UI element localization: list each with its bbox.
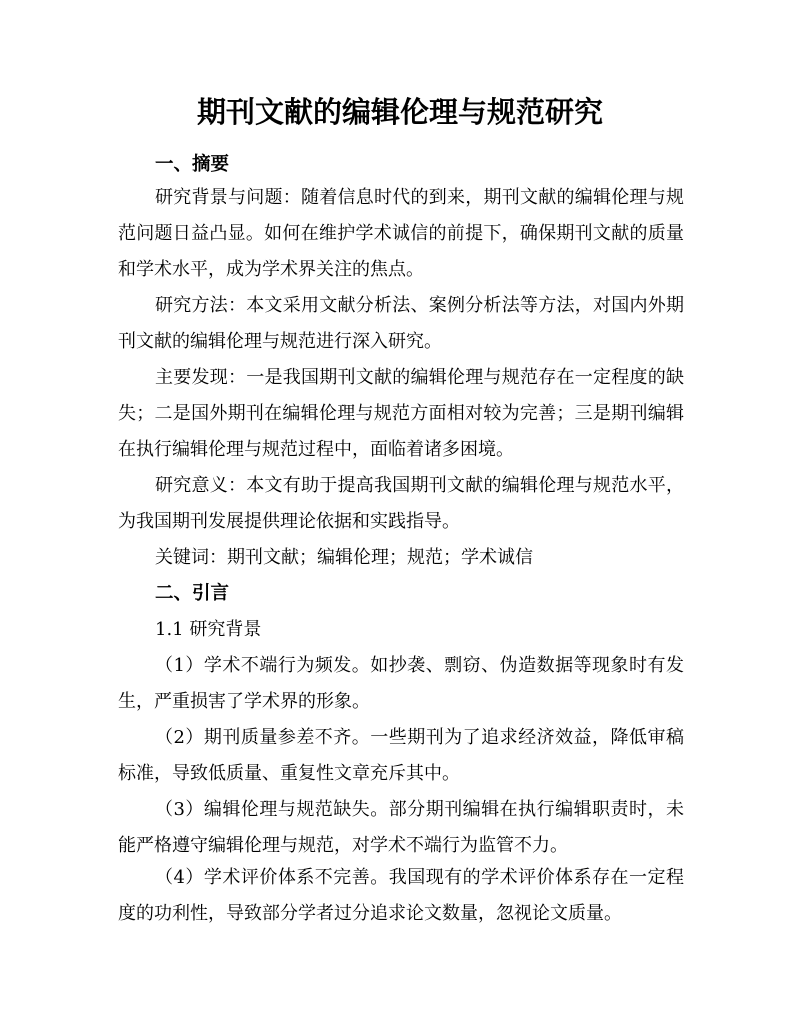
abstract-background-paragraph: 研究背景与问题：随着信息时代的到来，期刊文献的编辑伦理与规范问题日益凸显。如何在维护学术诚信的前提下，确保期刊文献的质量和学术水平，成为学术界关注的焦点。 <box>118 187 684 280</box>
abstract-method-paragraph: 研究方法：本文采用文献分析法、案例分析法等方法，对国内外期刊文献的编辑伦理与规范进行深入研究。 <box>118 295 684 352</box>
abstract-findings-paragraph: 主要发现：一是我国期刊文献的编辑伦理与规范存在一定程度的缺失；二是国外期刊在编辑伦理与规范方面相对较为完善；三是期刊编辑在执行编辑伦理与规范过程中，面临着诸多困境。 <box>118 367 684 460</box>
list-item: （2）期刊质量参差不齐。一些期刊为了追求经济效益，降低审稿标准，导致低质量、重复性文章充斥其中。 <box>118 727 684 784</box>
section-heading-abstract: 一、摘要 <box>155 154 230 175</box>
abstract-significance-paragraph: 研究意义：本文有助于提高我国期刊文献的编辑伦理与规范水平，为我国期刊发展提供理论依据和实践指导。 <box>118 475 684 532</box>
list-item: （3）编辑伦理与规范缺失。部分期刊编辑在执行编辑职责时，未能严格遵守编辑伦理与规范，对学术不端行为监管不力。 <box>118 799 684 856</box>
section-heading-introduction: 二、引言 <box>155 583 230 604</box>
keywords-line: 关键词：期刊文献；编辑伦理；规范；学术诚信 <box>155 547 533 568</box>
document-title: 期刊文献的编辑伦理与规范研究 <box>196 95 603 129</box>
subsection-heading-background: 1.1 研究背景 <box>155 619 262 640</box>
list-item: （1）学术不端行为频发。如抄袭、剽窃、伪造数据等现象时有发生，严重损害了学术界的形象。 <box>118 655 684 712</box>
list-item: （4）学术评价体系不完善。我国现有的学术评价体系存在一定程度的功利性，导致部分学者过分追求论文数量，忽视论文质量。 <box>118 867 684 924</box>
